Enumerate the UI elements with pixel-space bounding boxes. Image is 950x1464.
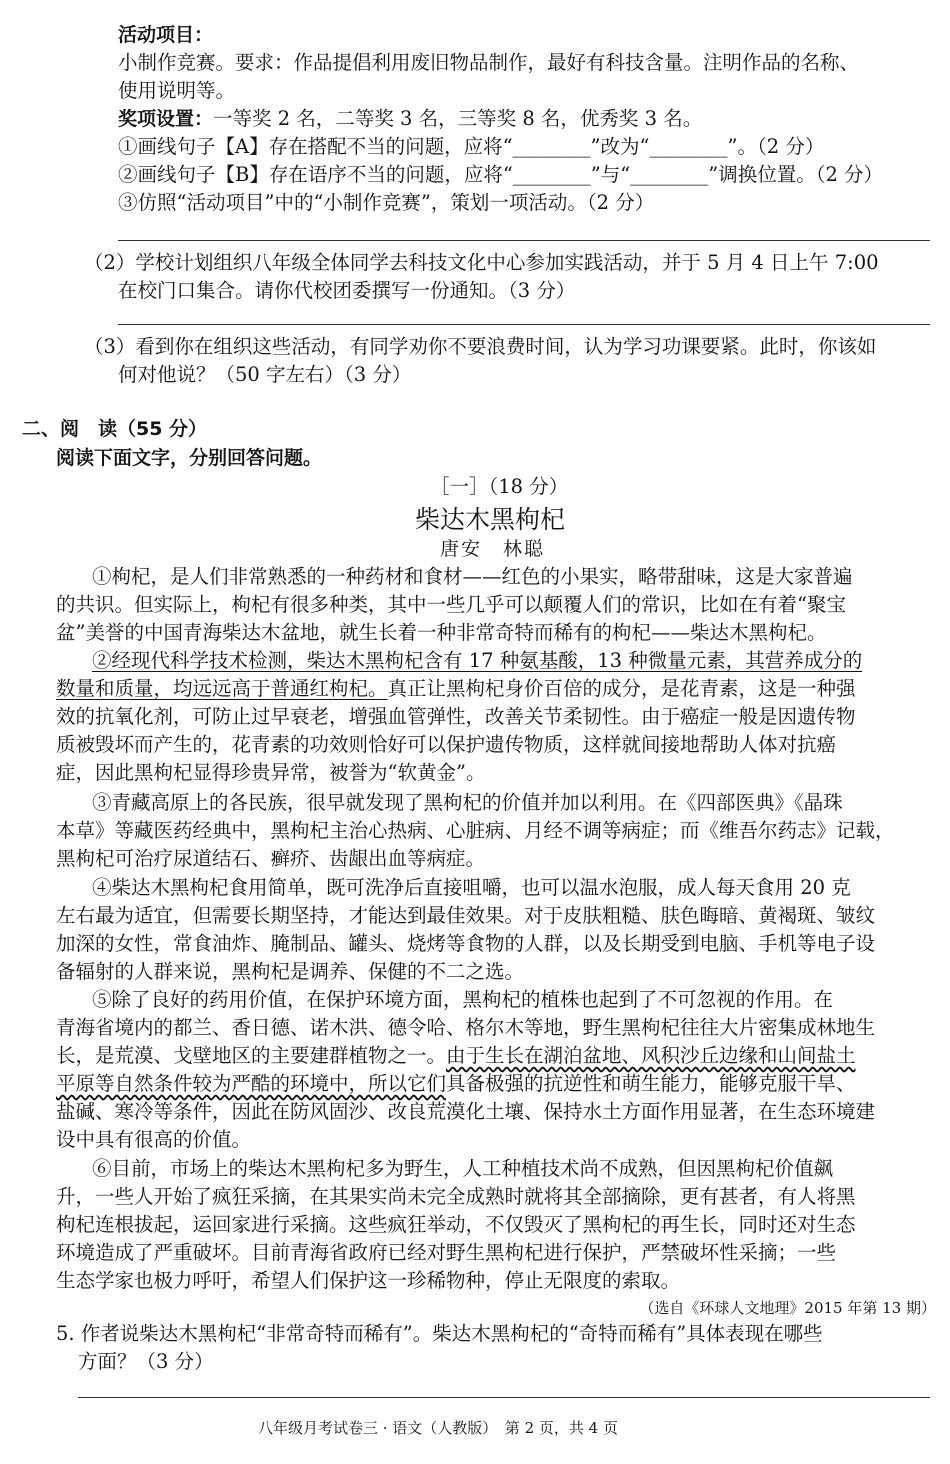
activity-line-1: 小制作竞赛。要求：作品提倡利用废旧物品制作，最好有科技含量。注明作品的名称、	[118, 51, 860, 74]
notice-question-line-2: 在校门口集合。请你代校团委撰写一份通知。（3 分）	[118, 279, 576, 302]
award-text: 一等奖 2 名，二等奖 3 名，三等奖 8 名，优秀奖 3 名。	[213, 107, 703, 130]
persuade-question-line-2: 何对他说？（50 字左右）（3 分）	[118, 363, 412, 386]
activity-heading: 活动项目：	[118, 24, 214, 46]
paragraph-6-line: ⑥目前，市场上的柴达木黑枸杞多为野生，人工种植技术尚不成熟，但因黑枸杞价值飙	[92, 1157, 834, 1180]
paragraph-1-line: ①枸杞，是人们非常熟悉的一种药材和食材——红色的小果实，略带甜味，这是大家普遍	[92, 565, 853, 588]
reading-instruction: 阅读下面文字，分别回答问题。	[56, 447, 323, 469]
paragraph-5-wavy: 平原等自然条件较为严酷的环境中，所以它们	[56, 1072, 447, 1095]
paragraph-2-line: 效的抗氧化剂，可防止过早衰老，增强血管弹性，改善关节柔韧性。由于癌症一般是因遗传物	[56, 705, 856, 728]
question-c: ③仿照“活动项目”中的“小制作竞赛”，策划一项活动。（2 分）	[118, 191, 655, 214]
paragraph-2-line	[56, 673, 856, 701]
paragraph-5-line: ⑤除了良好的药用价值，在保护环境方面，黑枸杞的植株也起到了不可忽视的作用。在	[92, 988, 834, 1011]
answer-line	[118, 324, 930, 325]
footer-divider	[78, 1397, 930, 1398]
paragraph-1-line: 的共识。但实际上，枸杞有很多种类，其中一些几乎可以颠覆人们的常识，比如在有着“聚宝	[56, 593, 846, 616]
paragraph-6-line: 环境造成了严重破坏。目前青海省政府已经对野生黑枸杞进行保护，严禁破坏性采摘；一些	[56, 1241, 837, 1264]
paragraph-4-line: 加深的女性，常食油炸、腌制品、罐头、烧烤等食物的人群，以及长期受到电脑、手机等电子设	[56, 932, 876, 955]
paragraph-5-text: 长，是荒漠、戈壁地区的主要建群植物之一。	[56, 1044, 447, 1067]
persuade-question-line-1: （3）看到你在组织这些活动，有同学劝你不要浪费时间，认为学习功课要紧。此时，你该如	[84, 335, 877, 358]
question-b: ②画线句子【B】存在语序不当的问题，应将“________”与“________”调换位置。（2 分）	[118, 163, 884, 186]
paragraph-5-wavy: 由于生长在湖泊盆地、风积沙丘边缘和山间盐土	[446, 1044, 856, 1067]
paragraph-2-underlined: 数量和质量，均远远高于普通红枸杞。	[56, 677, 388, 700]
reading-section-title: 二、阅 读（55 分）	[22, 418, 208, 440]
paragraph-5-text: 具备极强的抗逆性和萌生能力，能够克服干旱、	[446, 1072, 856, 1095]
notice-question-line-1: （2）学校计划组织八年级全体同学去科技文化中心参加实践活动，并于 5 月 4 日上午 7:00	[84, 251, 879, 274]
answer-line	[118, 240, 930, 241]
paragraph-5-line: 青海省境内的都兰、香日德、诺木洪、德令哈、格尔木等地，野生黑枸杞往往大片密集成林地生	[56, 1016, 876, 1039]
paragraph-6-line: 枸杞连根拔起，运回家进行采摘。这些疯狂举动，不仅毁灭了黑枸杞的再生长，同时还对生态	[56, 1213, 856, 1236]
paragraph-6-line: 升，一些人开始了疯狂采摘，在其果实尚未完全成熟时就将其全部摘除，更有甚者，有人将黑	[56, 1185, 856, 1208]
part-label: ［一］（18 分）	[430, 475, 569, 498]
question-5-line-1: 5. 作者说柴达木黑枸杞“非常奇特而稀有”。柴达木黑枸杞的“奇特而稀有”具体表现在哪些	[56, 1322, 823, 1345]
paragraph-1-line: 盆”美誉的中国青海柴达木盆地，就生长着一种非常奇特而稀有的枸杞——柴达木黑枸杞。	[56, 621, 827, 644]
paragraph-3-line: 黑枸杞可治疗尿道结石、癣疥、齿龈出血等病症。	[56, 847, 486, 870]
award-line	[118, 103, 702, 131]
activity-line-2: 使用说明等。	[118, 79, 236, 102]
question-5-line-2: 方面？（3 分）	[78, 1350, 214, 1373]
paragraph-6-line: 生态学家也极力呼吁，希望人们保护这一珍稀物种，停止无限度的索取。	[56, 1269, 681, 1292]
question-a: ①画线句子【A】存在搭配不当的问题，应将“________”改为“________”。（2 分）	[118, 135, 825, 158]
paragraph-2-line: 质被毁坏而产生的，花青素的功效则恰好可以保护遗传物质，这样就间接地帮助人体对抗癌	[56, 733, 837, 756]
source-citation: （选自《环球人文地理》2015 年第 13 期）	[639, 1299, 936, 1317]
paragraph-5-line: 盐碱、寒冷等条件，因此在防风固沙、改良荒漠化土壤、保持水土方面作用显著，在生态环境建	[56, 1100, 876, 1123]
paragraph-4-line: ④柴达木黑枸杞食用简单，既可洗净后直接咀嚼，也可以温水泡服，成人每天食用 20 克	[92, 876, 851, 899]
article-title: 柴达木黑枸杞	[415, 505, 566, 534]
paragraph-2-underlined: ②经现代科学技术检测，柴达木黑枸杞含有 17 种氨基酸，13 种微量元素，其营养成分的	[92, 649, 863, 672]
paragraph-3-line: 本草》等藏医药经典中，黑枸杞主治心热病、心脏病、月经不调等病症；而《维吾尔药志》记载，	[56, 819, 895, 842]
article-authors: 唐安 林聪	[440, 538, 546, 560]
page-footer: 八年级月考试卷三 · 语文（人教版） 第 2 页，共 4 页	[258, 1419, 618, 1437]
paragraph-2-line: 症，因此黑枸杞显得珍贵异常，被誉为“软黄金”。	[56, 761, 486, 784]
paragraph-5-line	[56, 1040, 856, 1068]
paragraph-4-line: 左右最为适宜，但需要长期坚持，才能达到最佳效果。对于皮肤粗糙、肤色晦暗、黄褐斑、皱纹	[56, 904, 876, 927]
paragraph-2-text: 真正让黑枸杞身价百倍的成分，是花青素，这是一种强	[387, 677, 856, 700]
paragraph-5-line	[56, 1068, 856, 1096]
paragraph-4-line: 备辐射的人群来说，黑枸杞是调养、保健的不二之选。	[56, 960, 525, 983]
award-label: 奖项设置：	[118, 108, 214, 130]
paragraph-3-line: ③青藏高原上的各民族，很早就发现了黑枸杞的价值并加以利用。在《四部医典》《晶珠	[92, 791, 843, 814]
paragraph-5-line: 设中具有很高的价值。	[56, 1128, 252, 1151]
